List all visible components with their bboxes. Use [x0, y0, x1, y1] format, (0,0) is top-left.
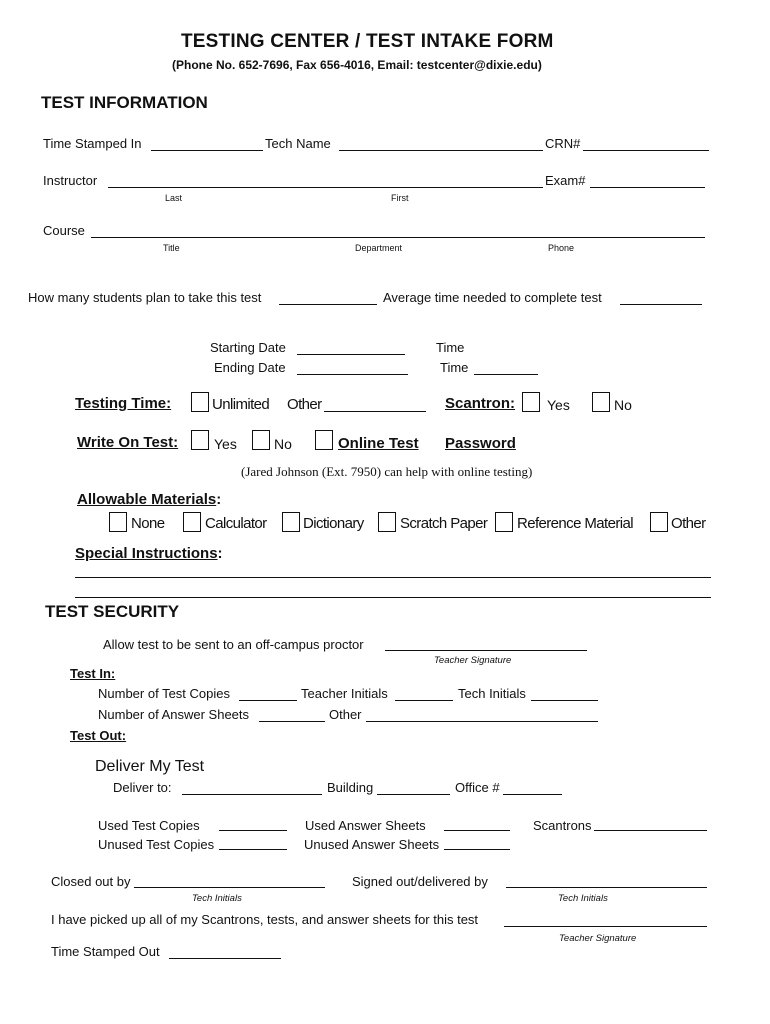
unused-answer-sheets-label: Unused Answer Sheets: [304, 837, 440, 852]
offcampus-signature-field[interactable]: [385, 650, 587, 651]
material-calculator-label: Calculator: [205, 515, 267, 532]
write-yes-label: Yes: [214, 436, 237, 452]
avg-time-field[interactable]: [620, 304, 702, 305]
test-security-heading: TEST SECURITY: [45, 602, 180, 621]
ending-date-label: Ending Date: [214, 360, 286, 375]
scantron-label: Scantron:: [445, 395, 516, 412]
online-help-note: (Jared Johnson (Ext. 7950) can help with online testing): [241, 464, 533, 479]
teacher-signature-sublabel: Teacher Signature: [434, 655, 512, 666]
students-plan-label: How many students plan to take this test: [28, 290, 262, 305]
exam-field[interactable]: [590, 187, 705, 188]
avg-time-label: Average time needed to complete test: [383, 290, 602, 305]
exam-label: Exam#: [545, 173, 586, 188]
test-information-heading: TEST INFORMATION: [41, 93, 208, 112]
time-field[interactable]: [474, 374, 538, 375]
office-field[interactable]: [503, 794, 562, 795]
signed-out-label: Signed out/delivered by: [352, 874, 488, 889]
scantron-yes-label: Yes: [547, 397, 570, 413]
department-sublabel: Department: [355, 243, 403, 253]
material-dictionary-checkbox[interactable]: [282, 512, 300, 532]
test-out-label: Test Out:: [70, 728, 127, 743]
security-other-field[interactable]: [366, 721, 598, 722]
used-answer-sheets-field[interactable]: [444, 830, 510, 831]
unused-answer-sheets-field[interactable]: [444, 849, 510, 850]
tech-name-label: Tech Name: [265, 136, 331, 151]
last-sublabel: Last: [165, 193, 183, 203]
material-none-checkbox[interactable]: [109, 512, 127, 532]
online-test-label: Online Test: [338, 435, 419, 452]
used-test-copies-field[interactable]: [219, 830, 287, 831]
time-stamped-in-label: Time Stamped In: [43, 136, 142, 151]
time-label-1: Time: [436, 340, 465, 355]
material-calculator-checkbox[interactable]: [183, 512, 201, 532]
office-label: Office #: [455, 780, 500, 795]
form-title: TESTING CENTER / TEST INTAKE FORM: [181, 31, 554, 52]
material-scratch-paper-label: Scratch Paper: [400, 515, 488, 532]
special-instructions-line-1[interactable]: [75, 577, 711, 578]
material-reference-label: Reference Material: [517, 515, 633, 532]
testing-time-label: Testing Time:: [75, 395, 172, 412]
deliver-to-label: Deliver to:: [113, 780, 172, 795]
tech-initials-label: Tech Initials: [458, 686, 526, 701]
course-field[interactable]: [91, 237, 705, 238]
material-dictionary-label: Dictionary: [303, 515, 364, 532]
tech-initials-field[interactable]: [531, 700, 598, 701]
write-yes-checkbox[interactable]: [191, 430, 209, 450]
testing-time-other-field[interactable]: [324, 411, 426, 412]
unused-test-copies-field[interactable]: [219, 849, 287, 850]
allow-offcampus-label: Allow test to be sent to an off-campus proctor: [103, 637, 364, 652]
tech-initials-sublabel-2: Tech Initials: [558, 893, 608, 904]
time-stamped-out-field[interactable]: [169, 958, 281, 959]
used-answer-sheets-label: Used Answer Sheets: [305, 818, 426, 833]
test-in-label: Test In:: [70, 666, 116, 681]
course-label: Course: [43, 223, 85, 238]
unlimited-checkbox[interactable]: [191, 392, 209, 412]
contact-info: (Phone No. 652-7696, Fax 656-4016, Email: testcenter@dixie.edu): [172, 58, 542, 72]
time-stamped-in-field[interactable]: [151, 150, 263, 151]
testing-time-other-label: Other: [287, 396, 322, 413]
special-instructions-label: Special Instructions: [75, 545, 218, 562]
phone-sublabel: Phone: [548, 243, 575, 253]
time-stamped-out-label: Time Stamped Out: [51, 944, 160, 959]
picked-up-label: I have picked up all of my Scantrons, tests, and answer sheets for this test: [51, 912, 479, 927]
deliver-to-field[interactable]: [182, 794, 322, 795]
deliver-my-test-label: Deliver My Test: [95, 758, 205, 775]
material-scratch-paper-checkbox[interactable]: [378, 512, 396, 532]
starting-date-field[interactable]: [297, 354, 405, 355]
num-answer-sheets-label: Number of Answer Sheets: [98, 707, 250, 722]
special-instructions-line-2[interactable]: [75, 597, 711, 598]
crn-label: CRN#: [545, 136, 581, 151]
num-test-copies-field[interactable]: [239, 700, 297, 701]
password-label: Password: [445, 435, 516, 452]
allowable-materials-colon: :: [216, 491, 222, 508]
building-field[interactable]: [377, 794, 450, 795]
ending-date-field[interactable]: [297, 374, 408, 375]
material-other-label: Other: [671, 515, 706, 532]
title-sublabel: Title: [163, 243, 180, 253]
write-no-checkbox[interactable]: [252, 430, 270, 450]
teacher-initials-label: Teacher Initials: [301, 686, 388, 701]
starting-date-label: Starting Date: [210, 340, 286, 355]
scantrons-label: Scantrons: [533, 818, 592, 833]
signed-out-field[interactable]: [506, 887, 707, 888]
first-sublabel: First: [391, 193, 409, 203]
security-other-label: Other: [329, 707, 362, 722]
crn-field[interactable]: [583, 150, 709, 151]
unlimited-label: Unlimited: [212, 396, 270, 413]
time-label-2: Time: [440, 360, 469, 375]
closed-out-by-field[interactable]: [134, 887, 325, 888]
closed-out-by-label: Closed out by: [51, 874, 131, 889]
write-no-label: No: [274, 436, 292, 452]
teacher-initials-field[interactable]: [395, 700, 453, 701]
picked-up-signature-field[interactable]: [504, 926, 707, 927]
instructor-label: Instructor: [43, 173, 98, 188]
used-test-copies-label: Used Test Copies: [98, 818, 200, 833]
allowable-materials-label: Allowable Materials: [77, 491, 217, 508]
scantron-no-checkbox[interactable]: [592, 392, 610, 412]
students-plan-field[interactable]: [279, 304, 377, 305]
instructor-field[interactable]: [108, 187, 543, 188]
num-answer-sheets-field[interactable]: [259, 721, 325, 722]
special-instructions-heading: [75, 545, 223, 562]
allowable-materials-heading: [77, 491, 221, 508]
num-test-copies-label: Number of Test Copies: [98, 686, 230, 701]
online-test-checkbox[interactable]: [315, 430, 333, 450]
teacher-signature-sublabel-2: Teacher Signature: [559, 933, 637, 944]
tech-initials-sublabel-1: Tech Initials: [192, 893, 242, 904]
material-other-checkbox[interactable]: [650, 512, 668, 532]
material-none-label: None: [131, 515, 165, 532]
write-on-test-label: Write On Test:: [77, 434, 179, 451]
scantrons-field[interactable]: [594, 830, 707, 831]
scantron-yes-checkbox[interactable]: [522, 392, 540, 412]
material-reference-checkbox[interactable]: [495, 512, 513, 532]
special-instructions-colon: :: [217, 545, 223, 562]
building-label: Building: [327, 780, 374, 795]
tech-name-field[interactable]: [339, 150, 543, 151]
scantron-no-label: No: [614, 397, 632, 413]
unused-test-copies-label: Unused Test Copies: [98, 837, 215, 852]
